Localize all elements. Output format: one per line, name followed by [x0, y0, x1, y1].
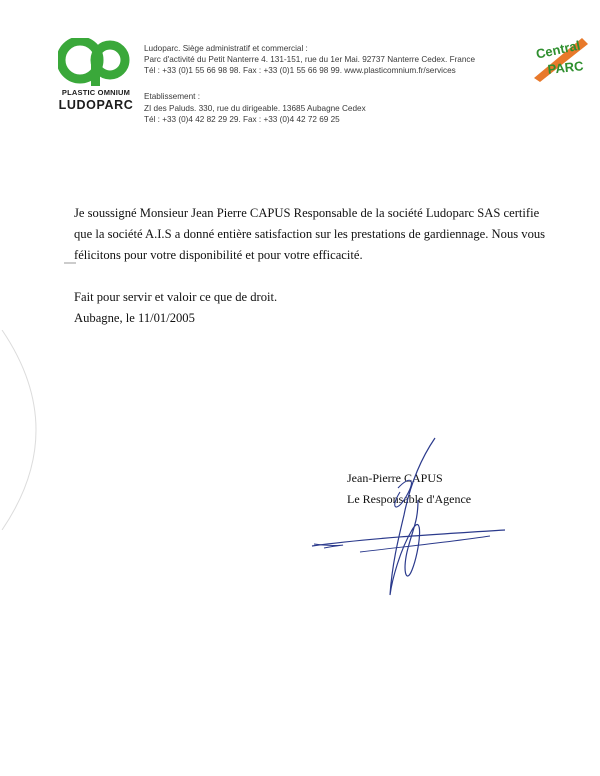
- signatory-name: Jean-Pierre CAPUS: [347, 471, 443, 485]
- header-address-line: Parc d'activité du Petit Nanterre 4. 131-151, rue du 1er Mai. 92737 Nanterre Cedex. France: [144, 55, 476, 64]
- plastic-omnium-logo: [58, 38, 130, 86]
- establishment-contact: Tél : +33 (0)4 42 82 29 29. Fax : +33 (0)4 42 72 69 25: [144, 115, 340, 124]
- logo-big-text: LUDOPARC: [58, 98, 134, 112]
- place-and-date: Aubagne, le 11/01/2005: [74, 311, 195, 325]
- body-paragraph-line: que la société A.I.S a donné entière satisfaction sur les prestations de gardiennage. Nous vous: [74, 227, 546, 241]
- body-paragraph-line: félicitons pour votre disponibilité et pour votre efficacité.: [74, 248, 363, 262]
- establishment-address: ZI des Paluds. 330, rue du dirigeable. 13685 Aubagne Cedex: [144, 104, 366, 113]
- handwritten-signature: [300, 430, 520, 610]
- header-address-line: Ludoparc. Siège administratif et commercial :: [144, 44, 308, 53]
- central-parc-logo: [526, 34, 592, 84]
- body-paragraph-line: Je soussigné Monsieur Jean Pierre CAPUS Responsable de la société Ludoparc SAS certifie: [74, 206, 540, 220]
- signatory-title: Le Responsable d'Agence: [347, 492, 472, 506]
- closing-formula: Fait pour servir et valoir ce que de droit.: [74, 290, 278, 304]
- logo-small-text: PLASTIC OMNIUM: [61, 88, 131, 97]
- svg-text:PARC: PARC: [546, 58, 585, 77]
- svg-text:Central: Central: [534, 37, 582, 62]
- header-contact-line: Tél : +33 (0)1 55 66 98 98. Fax : +33 (0)1 55 66 98 99. www.plasticomnium.fr/services: [144, 66, 456, 75]
- establishment-label: Etablissement :: [144, 92, 200, 101]
- margin-fold-mark: [0, 330, 60, 530]
